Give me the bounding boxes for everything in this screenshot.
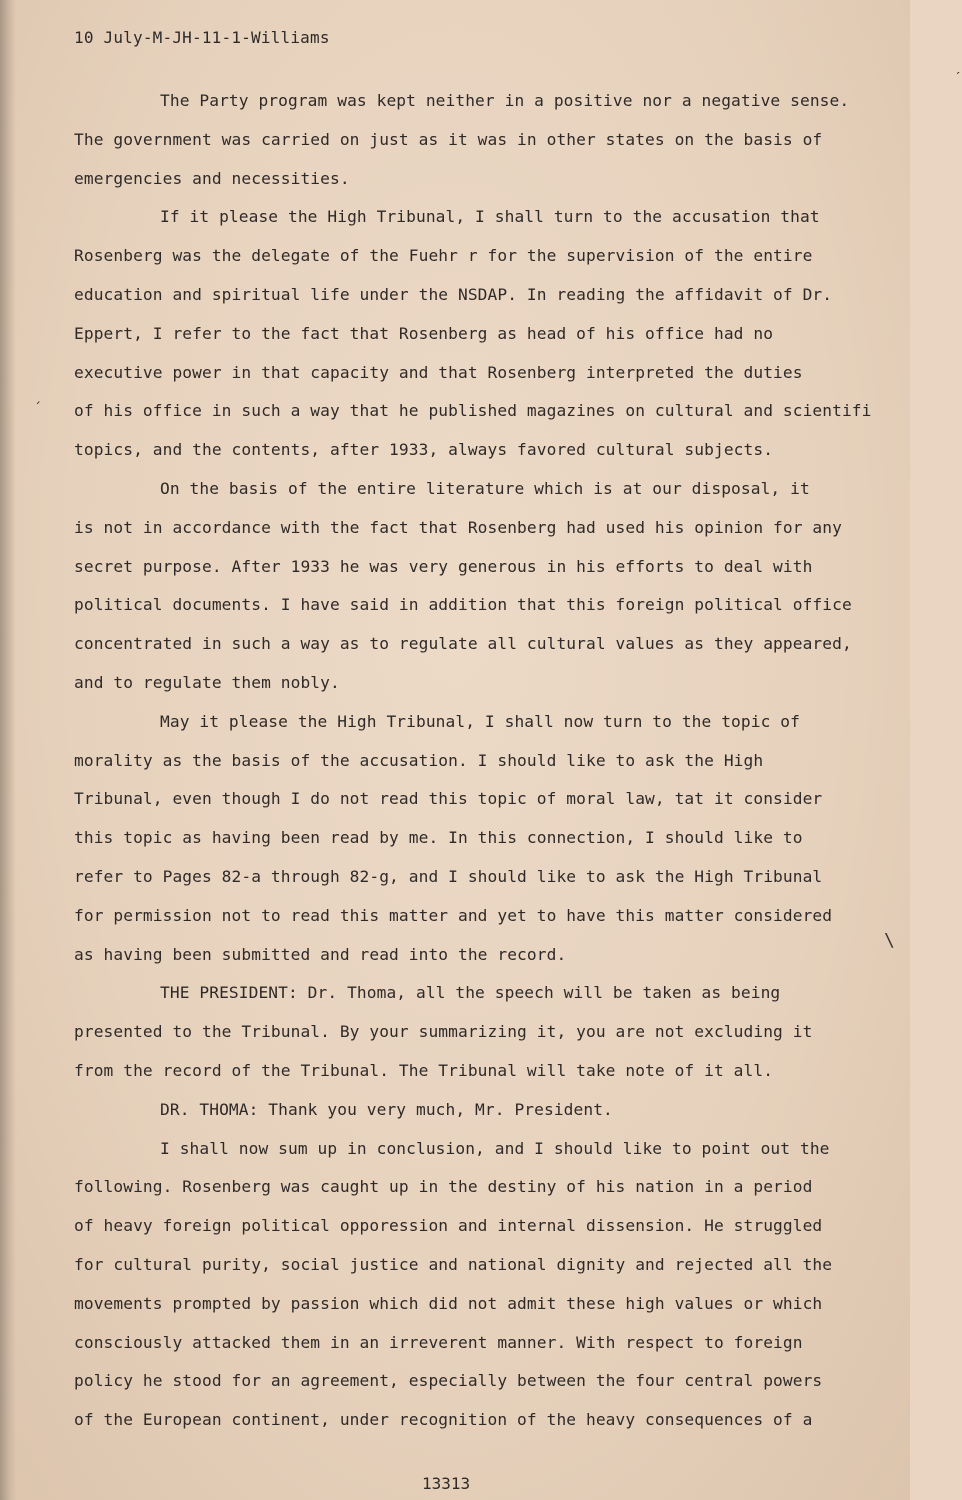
- text-line: following. Rosenberg was caught up in the destiny of his nation in a period: [74, 1177, 813, 1197]
- text-line: emergencies and necessities.: [74, 168, 350, 188]
- text-line: On the basis of the entire literature which is at our disposal, it: [160, 478, 810, 498]
- text-line: The Party program was kept neither in a positive nor a negative sense.: [160, 91, 850, 110]
- page-header: 10 July-M-JH-11-1-Williams: [74, 28, 330, 47]
- stray-mark: ˏ: [34, 388, 43, 404]
- text-line: consciously attacked them in an irreverent manner. With respect to foreign: [74, 1332, 803, 1352]
- text-line: The government was carried on just as it was in other states on the basis of: [74, 129, 823, 149]
- text-line: Tribunal, even though I do not read this topic of moral law, tat it consider: [74, 789, 823, 809]
- text-line: concentrated in such a way as to regulate all cultural values as they appeared,: [74, 634, 852, 654]
- text-line: presented to the Tribunal. By your summarizing it, you are not excluding it: [74, 1022, 813, 1042]
- text-line: this topic as having been read by me. In this connection, I should like to: [74, 828, 803, 848]
- text-line: as having been submitted and read into the record.: [74, 944, 567, 964]
- text-line: secret purpose. After 1933 he was very generous in his efforts to deal with: [74, 556, 813, 576]
- text-line: from the record of the Tribunal. The Tribunal will take note of it all.: [74, 1060, 774, 1080]
- stray-mark: \: [884, 930, 895, 951]
- text-line: of the European continent, under recognition of the heavy consequences of a: [74, 1410, 813, 1430]
- text-line: policy he stood for an agreement, especially between the four central powers: [74, 1371, 823, 1391]
- text-line: topics, and the contents, after 1933, always favored cultural subjects.: [74, 440, 774, 460]
- text-line: THE PRESIDENT: Dr. Thoma, all the speech will be taken as being: [160, 983, 781, 1003]
- text-line: and to regulate them nobly.: [74, 672, 340, 692]
- text-line: DR. THOMA: Thank you very much, Mr. President.: [160, 1099, 613, 1119]
- text-line: Rosenberg was the delegate of the Fuehr r for the supervision of the entire: [74, 246, 813, 266]
- text-line: refer to Pages 82-a through 82-g, and I should like to ask the High Tribunal: [74, 866, 823, 886]
- text-line: education and spiritual life under the NSDAP. In reading the affidavit of Dr.: [74, 284, 833, 304]
- text-line: May it please the High Tribunal, I shall now turn to the topic of: [160, 711, 800, 731]
- text-line: movements prompted by passion which did not admit these high values or which: [74, 1293, 823, 1313]
- text-line: of his office in such a way that he published magazines on cultural and scientifi: [74, 401, 872, 421]
- text-line: If it please the High Tribunal, I shall turn to the accusation that: [160, 207, 820, 227]
- page-binding-edge: [0, 0, 16, 1500]
- document-body: [74, 82, 874, 1440]
- page-number: 13313: [422, 1474, 471, 1493]
- text-line: for cultural purity, social justice and national dignity and rejected all the: [74, 1254, 833, 1274]
- text-line: is not in accordance with the fact that Rosenberg had used his opinion for any: [74, 517, 842, 537]
- text-line: executive power in that capacity and that Rosenberg interpreted the duties: [74, 362, 803, 382]
- text-line: morality as the basis of the accusation. I should like to ask the High: [74, 750, 764, 770]
- text-line: of heavy foreign political opporession and internal dissension. He struggled: [74, 1216, 823, 1236]
- text-line: political documents. I have said in addition that this foreign political office: [74, 595, 852, 615]
- stray-mark: ˊ: [954, 70, 962, 86]
- text-line: Eppert, I refer to the fact that Rosenberg as head of his office had no: [74, 323, 774, 343]
- text-line: for permission not to read this matter and yet to have this matter considered: [74, 905, 833, 925]
- text-line: I shall now sum up in conclusion, and I should like to point out the: [160, 1138, 830, 1158]
